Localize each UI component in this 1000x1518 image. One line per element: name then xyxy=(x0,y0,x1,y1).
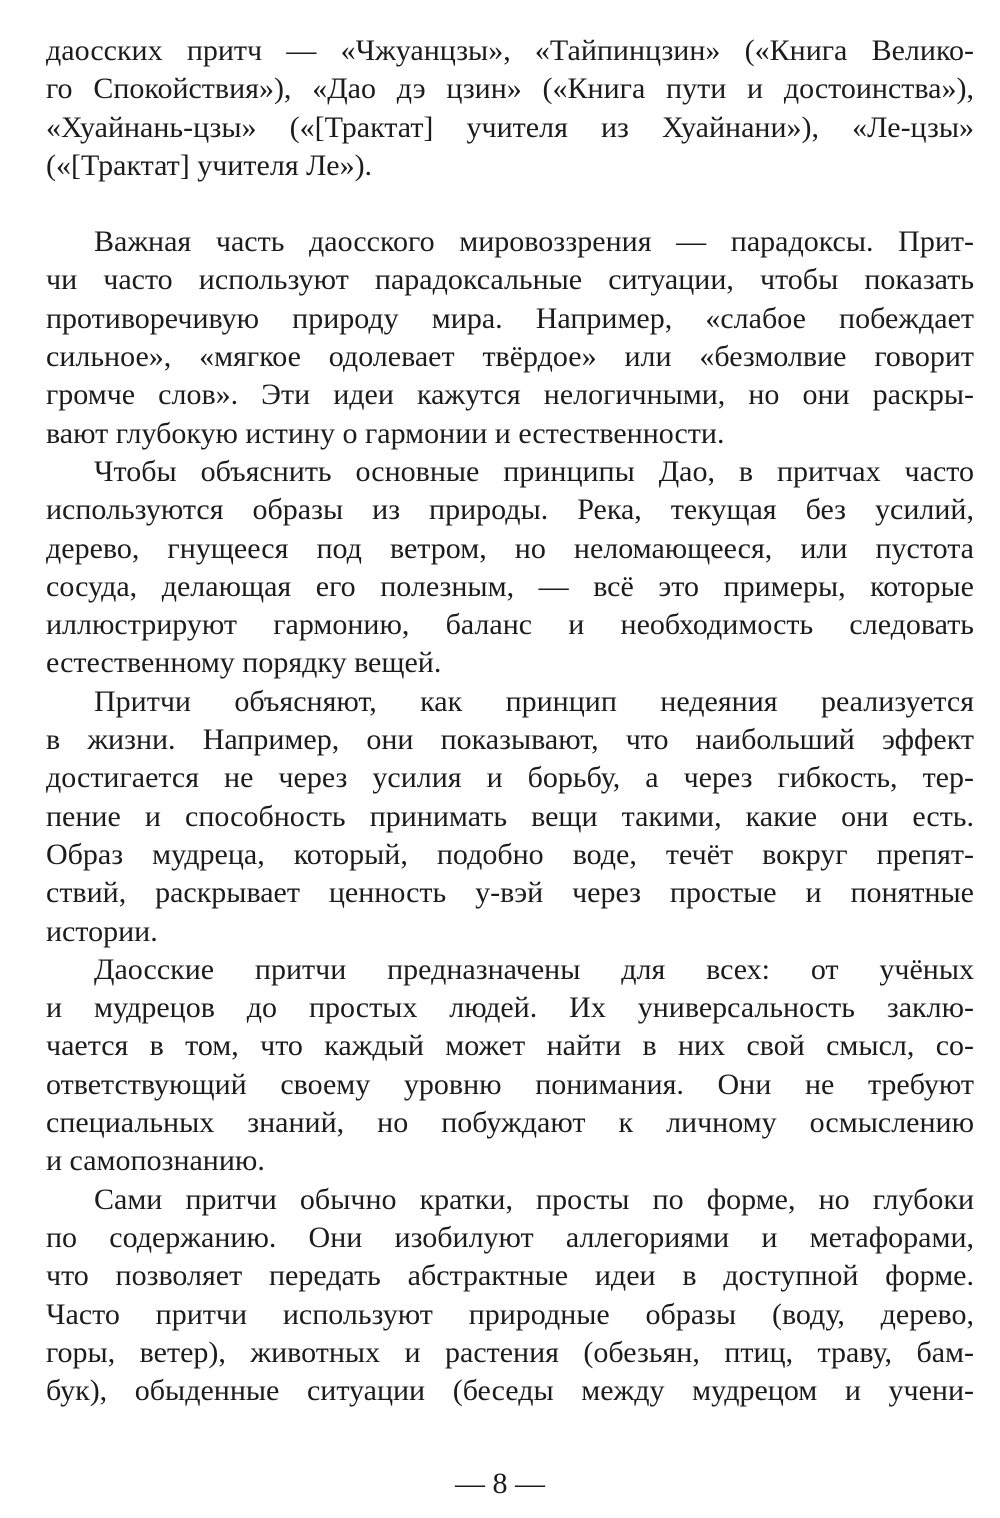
text-line: сильное», «мягкое одолевает твёрдое» или «безмолвие говорит xyxy=(46,340,974,374)
text-line: Даосские притчи предназначены для всех: от учёных xyxy=(94,952,974,986)
text-line: го Спокойствия»), «Дао дэ цзин» («Книга пути и достоинства»), xyxy=(46,72,974,106)
paragraph xyxy=(46,951,974,1181)
text-line: по содержанию. Они изобилуют аллегориями и метафорами, xyxy=(46,1220,974,1254)
text-line: Чтобы объяснить основные принципы Дао, в притчах часто xyxy=(94,454,974,488)
text-line: даосских притч — «Чжуанцзы», «Тайпинцзин» («Книга Велико- xyxy=(46,34,974,67)
page-body xyxy=(46,32,974,1410)
paragraph xyxy=(46,223,974,453)
text-line: вают глубокую истину о гармонии и естественности. xyxy=(46,416,725,450)
paragraph xyxy=(46,32,974,185)
text-line: используются образы из природы. Река, текущая без усилий, xyxy=(46,493,974,527)
text-line: истории. xyxy=(46,914,158,948)
text-line: громче слов». Эти идеи кажутся нелогичными, но они раскры- xyxy=(46,378,974,412)
text-line: ствий, раскрывает ценность у-вэй через простые и понятные xyxy=(46,876,974,910)
text-line: противоречивую природу мира. Например, «слабое побеждает xyxy=(46,301,974,335)
text-line: чается в том, что каждый может найти в них свой смысл, со- xyxy=(46,1029,974,1063)
text-line: Сами притчи обычно кратки, просты по форме, но глубоки xyxy=(94,1182,974,1216)
text-line: Образ мудреца, который, подобно воде, течёт вокруг препят- xyxy=(46,837,974,871)
text-line: и самопознанию. xyxy=(46,1144,265,1178)
text-line: чи часто используют парадоксальные ситуации, чтобы показать xyxy=(46,263,974,297)
page-number: — 8 — xyxy=(455,1467,545,1500)
text-line: специальных знаний, но побуждают к личному осмыслению xyxy=(46,1106,974,1140)
text-line: ответствующий своему уровню понимания. Они не требуют xyxy=(46,1067,974,1101)
text-line: дерево, гнущееся под ветром, но неломающееся, или пустота xyxy=(46,531,974,565)
text-line: естественному порядку вещей. xyxy=(46,646,442,680)
text-line: достигается не через усилия и борьбу, а через гибкость, тер- xyxy=(46,761,974,795)
text-line: иллюстрируют гармонию, баланс и необходимость следовать xyxy=(46,608,974,642)
text-line: горы, ветер), животных и растения (обезьян, птиц, траву, бам- xyxy=(46,1335,974,1369)
text-line: пение и способность принимать вещи такими, какие они есть. xyxy=(46,799,974,833)
text-line: что позволяет передать абстрактные идеи в доступной форме. xyxy=(46,1259,974,1293)
paragraph xyxy=(46,453,974,683)
text-line: Часто притчи используют природные образы (воду, дерево, xyxy=(46,1297,974,1331)
text-line: и мудрецов до простых людей. Их универсальность заклю- xyxy=(46,991,974,1025)
paragraph xyxy=(46,683,974,951)
text-line: Притчи объясняют, как принцип недеяния реализуется xyxy=(94,684,974,718)
text-line: бук), обыденные ситуации (беседы между мудрецом и учени- xyxy=(46,1374,974,1408)
text-line: («[Трактат] учителя Ле»). xyxy=(46,148,373,182)
text-line: «Хуайнань-цзы» («[Трактат] учителя из Хуайнани»), «Ле-цзы» xyxy=(46,110,974,144)
paragraph-gap xyxy=(46,185,974,223)
text-line: Важная часть даосского мировоззрения — парадоксы. Прит- xyxy=(94,225,974,259)
paragraph xyxy=(46,1181,974,1411)
text-line: в жизни. Например, они показывают, что наибольший эффект xyxy=(46,723,974,757)
text-line: сосуда, делающая его полезным, — всё это примеры, которые xyxy=(46,569,974,603)
